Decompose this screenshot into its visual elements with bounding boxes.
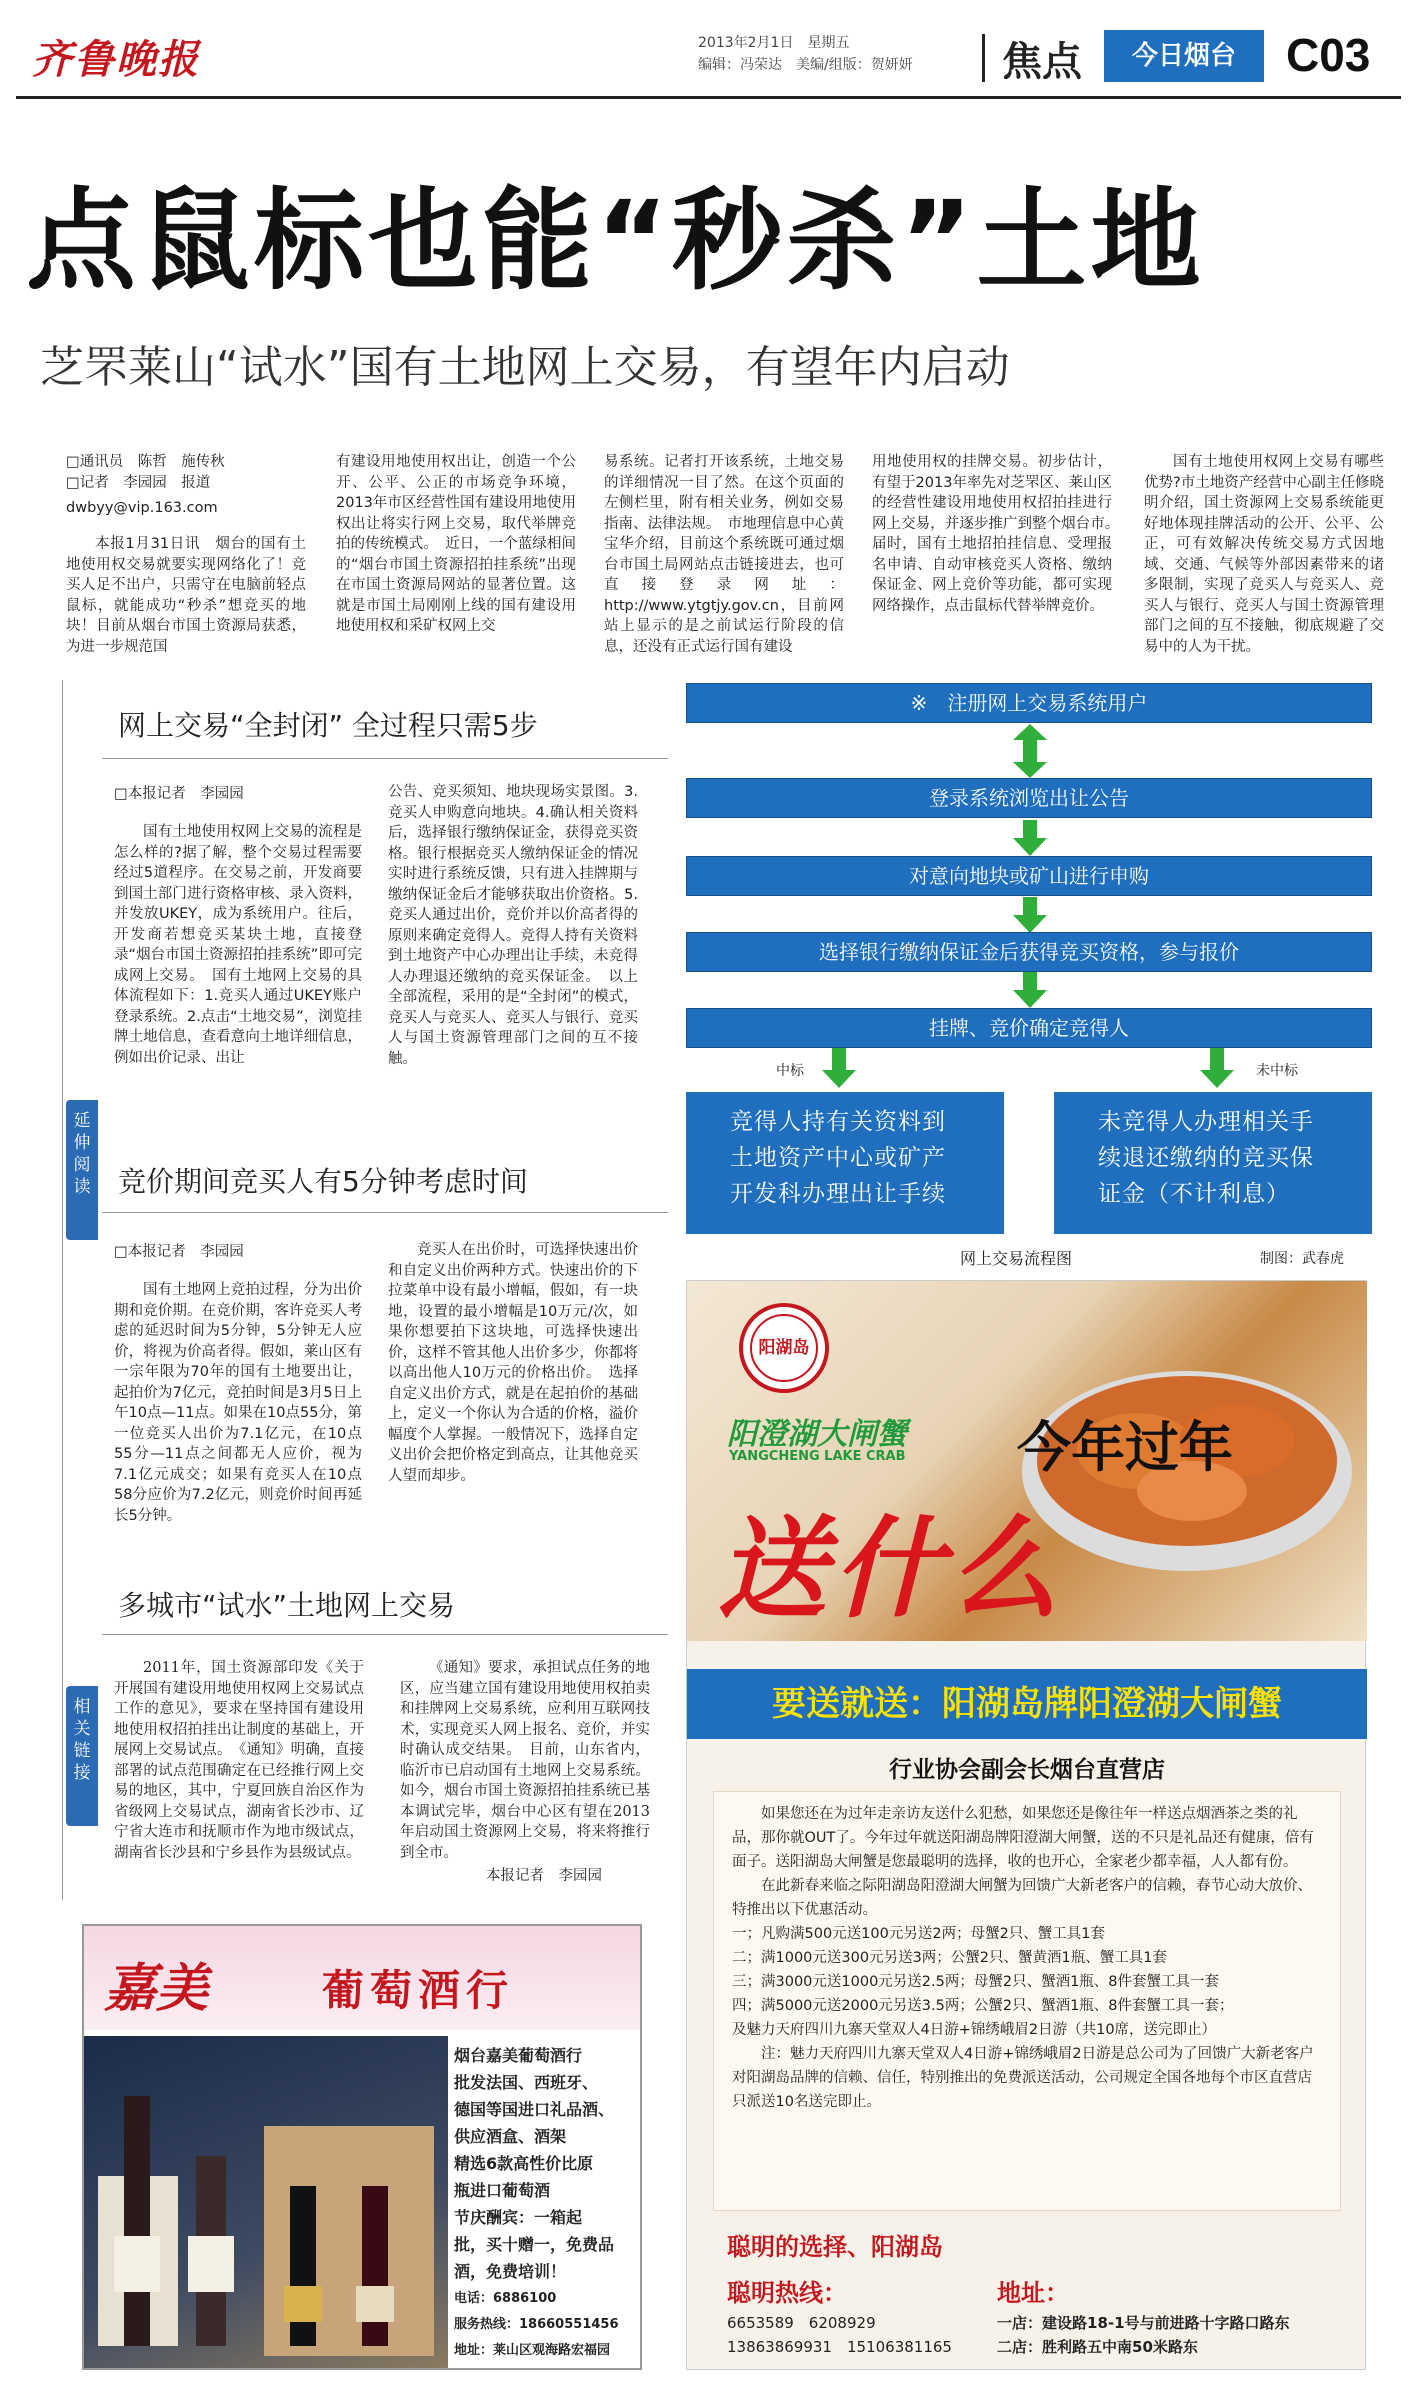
date-line: 2013年2月1日 星期五	[698, 35, 850, 51]
down-arrow-icon	[1013, 897, 1047, 933]
down-arrow-icon	[1013, 972, 1047, 1008]
side-tab-char: 接	[73, 1763, 91, 1783]
side-tab-related-links[interactable]	[66, 1686, 98, 1826]
wine-advertisement[interactable]	[82, 1924, 642, 2370]
crab-photo	[687, 1281, 1367, 1641]
sidebar-section-2-col-a: 国有土地网上竞拍过程，分为出价期和竞价期。在竞价期，客许竞买人考虑的延迟时间为5分钟，5分钟无人应价，将视为价高者得。假如，莱山区有一宗年限为70年的国有土地要出让，起拍价为7亿元，竞拍时间是3月5日上午10点—11点。如果在10点55分，第一位竞买人出价为7.1亿元，在10点55分—11点之间都无人应价，视为7.1亿元成交；如果有竞买人在10点58分应价为7.2亿元，则竞价时间再延长5分钟。	[114, 1282, 362, 1524]
intro-col-4: 用地使用权的挂牌交易。初步估计，有望于2013年率先对芝罘区、莱山区的经营性建设用地使用权招拍挂进行网上交易，并逐步推广到整个烟台市。 届时，国有土地招拍挂信息、受理报名申请、自动审核竞买人资格、缴纳保证金、网上竞价等功能，都可实现网络操作，点击鼠标代替举牌竞价。	[872, 454, 1127, 614]
wine-info-line: 德国等国进口礼品酒、	[454, 2100, 615, 2119]
crab-advertisement[interactable]	[686, 1280, 1366, 2370]
wine-info-line: 批发法国、西班牙、	[454, 2073, 599, 2092]
section-rule	[102, 1634, 668, 1635]
crab-hotlines[interactable]	[727, 2311, 952, 2359]
crab-offer: 一；凡购满500元送100元另送2两；母蟹2只、蟹工具1套	[732, 1926, 1106, 1942]
flow-step-2: 登录系统浏览出让公告	[686, 778, 1372, 818]
crab-slogan-big: 送什么	[717, 1505, 1065, 1633]
wine-info-line: 瓶进口葡萄酒	[454, 2181, 551, 2200]
flow-step-3: 对意向地块或矿山进行申购	[686, 856, 1372, 896]
crab-body-2: 在此新春来临之际阳湖岛阳澄湖大闸蟹为回馈广大新老客户的信赖，春节心动大放价、特推出以下优惠活动。	[732, 1878, 1312, 1918]
intro-byline	[66, 452, 306, 519]
intro-col-2: 有建设用地使用权出让，创造一个公开、公平、公正的市场竞争环境，2013年市区经营性国有建设用地使用权出让将实行网上交易，取代举牌竞拍的传统模式。 近日，一个蓝绿相间的“烟台市国土资源招拍挂系统”出现在市国土资源局网站的显著位置。这就是市国土局刚刚上线的国有建设用地使用权和采矿权网上交	[336, 454, 576, 634]
side-tab-char: 关	[73, 1719, 91, 1739]
double-arrow-icon	[1013, 724, 1047, 778]
wine-name-a: 嘉美	[104, 1959, 209, 2019]
section-tab[interactable]: 今日烟台	[1104, 30, 1264, 82]
header-meta	[698, 32, 913, 76]
intro-col-5: 国有土地使用权网上交易有哪些优势?市土地资产经营中心副主任修晓明介绍，国土资源网上交易系统能更好地体现挂牌活动的公开、公平、公正，可有效解决传统交易方式因地域、交通、气候等外部因素带来的诸多限制，实现了竞买人与竞买人、竞买人与银行、竞买人与国土资源管理部门之间的互不接触，彻底规避了交易中的人为干扰。	[1144, 454, 1384, 655]
flow-step-5: 挂牌、竞价确定竞得人	[686, 1008, 1372, 1048]
flow-branch-lose-label: 未中标	[1256, 1063, 1298, 1079]
sidebar-section-1-col-b: 公告、竞买须知、地块现场实景图。3.竞买人申购意向地块。4.确认相关资料后，选择银行缴纳保证金，获得竞买资格。银行根据竞买人缴纳保证金的情况实时进行系统反馈，只有进入挂牌期与缴纳保证金后才能够获取出价资格。5.竞买人通过出价，竞价并以价高者得的原则来确定竞得人。竞得人持有关资料到土地资产中心办理出让手续，未竞得人办理退还缴纳的竞买保证金。 以上全部流程，采用的是“全封闭”的模式，竞买人与竞买人、竞买人与银行、竞买人与国土资源管理部门之间的互不接触。	[388, 784, 638, 1067]
section-name: 焦点	[1002, 39, 1082, 85]
crab-offer: 及魅力天府四川九寨天堂双人4日游+锦绣峨眉2日游（共10席，送完即止）	[732, 2022, 1217, 2038]
flow-branch-win-label: 中标	[776, 1063, 804, 1079]
crab-hotline[interactable]: 13863869931 15106381165	[727, 2338, 952, 2356]
side-tab-char: 伸	[73, 1133, 91, 1153]
sidebar-section-1-title: 网上交易“全封闭” 全过程只需5步	[118, 709, 538, 742]
flow-outcome-win: 竞得人持有关资料到土地资产中心或矿产开发科办理出让手续	[686, 1092, 1004, 1234]
wine-service-hotline[interactable]: 服务热线：18660551456	[454, 2317, 619, 2332]
down-arrow-icon	[1200, 1048, 1234, 1088]
headline: 点鼠标也能“秒杀”土地	[26, 177, 1205, 305]
section-rule	[102, 1212, 668, 1213]
flow-step-1: ※ 注册网上交易系统用户	[686, 683, 1372, 723]
intro-col-3: 易系统。记者打开该系统，土地交易的详细情况一目了然。在这个页面的左侧栏里，附有相关业务，例如交易指南、法律法规。 市地理信息中心黄宝华介绍，目前这个系统既可通过烟台市国土局网站点击链接进去，也可直接登录网址：http://www.ytgtjy.gov.cn，目前网站上显示的是之前试运行阶段的信息，还没有正式运行国有建设	[604, 454, 844, 655]
wine-info	[454, 2042, 634, 2285]
crab-hotline-label: 聪明热线：	[727, 2279, 847, 2307]
sidebar-section-3-col-b: 《通知》要求，承担试点任务的地区，应当建立国有建设用地使用权拍卖和挂牌网上交易系统，应利用互联网技术，实现竞买人网上报名、竞价，并实时确认成交结果。 目前，山东省内，临沂市已启动国有土地网上交易系统。如今，烟台市国土资源招拍挂系统已基本调试完毕，烟台中心区有望在2013年启动国土资源网上交易，将来将推行到全市。	[400, 1660, 650, 1861]
byline-reporter: □记者 李园园 报道	[66, 475, 211, 491]
crab-body-panel	[713, 1791, 1341, 2211]
side-tab-char: 延	[73, 1111, 91, 1131]
intro-col-1: 本报1月31日讯 烟台的国有土地使用权交易就要实现网络化了！竞买人足不出户，只需守在电脑前轻点鼠标，就能成功“秒杀”想竞买的地块！目前从烟台市国土资源局获悉，为进一步规范国	[66, 536, 306, 655]
sidebar-section-2-byline: □本报记者 李园园	[114, 1244, 244, 1260]
flowchart-caption: 网上交易流程图	[960, 1249, 1073, 1268]
wine-info-line: 节庆酬宾：一箱起	[454, 2208, 583, 2227]
flow-step-4: 选择银行缴纳保证金后获得竞买资格，参与报价	[686, 932, 1372, 972]
crab-slogan-top: 今年过年	[1017, 1416, 1233, 1479]
sidebar-section-2-title: 竞价期间竞买人有5分钟考虑时间	[118, 1165, 528, 1198]
wine-contact[interactable]	[454, 2286, 638, 2364]
wine-info-line: 烟台嘉美葡萄酒行	[454, 2046, 583, 2065]
wine-info-line: 精选6款高性价比原	[454, 2154, 594, 2173]
wine-bottles-icon	[84, 2036, 448, 2368]
sidebar-section-1-byline: □本报记者 李园园	[114, 786, 244, 802]
crab-banner-text: 要送就送：阳湖岛牌阳澄湖大闸蟹	[772, 1684, 1282, 1724]
crab-address: 二店：胜利路五中南50米路东	[997, 2338, 1198, 2356]
crab-offer: 四；满5000元送2000元另送3.5两；公蟹2只、蟹酒1瓶、8件套蟹工具一套；	[732, 1998, 1234, 2014]
crab-addresses	[997, 2311, 1290, 2359]
crab-banner	[687, 1669, 1367, 1739]
wine-address: 地址：莱山区观海路宏福园	[454, 2343, 611, 2358]
header-rule	[16, 96, 1401, 99]
crab-offer: 二；满1000元送300元另送3两；公蟹2只、蟹黄酒1瓶、蟹工具1套	[732, 1950, 1167, 1966]
crab-brand-cn: 阳澄湖大闸蟹	[727, 1417, 907, 1452]
flow-outcome-lose: 未竞得人办理相关手续退还缴纳的竞买保证金（不计利息）	[1054, 1092, 1372, 1234]
crab-sub-banner: 行业协会副会长烟台直营店	[889, 1757, 1165, 1783]
wine-name-b: 葡萄酒行	[322, 1966, 515, 2015]
wine-info-line: 批，买十赠一，免费品	[454, 2235, 615, 2254]
sidebar-section-3-title: 多城市“试水”土地网上交易	[118, 1589, 456, 1622]
crab-brand-en: YANGCHENG LAKE CRAB	[729, 1449, 906, 1464]
down-arrow-icon	[1013, 820, 1047, 856]
side-tab-extended-reading[interactable]	[66, 1100, 98, 1240]
sidebar-section-2-col-b: 竞买人在出价时，可选择快速出价和自定义出价两种方式。快速出价的下拉菜单中设有最小增幅，假如，有一块地，设置的最小增幅是10万元/次，如果你想要拍下这块地，可选择快速出价，这样不管其他人出价多少，你都将以高出他人10万元的价格出价。 选择自定义出价方式，就是在起拍价的基础上，定义一个你认为合适的价格，溢价幅度个人掌握。一般情况下，选择自定义出价会把价格定到高点，让其他竞买人望而却步。	[388, 1242, 638, 1484]
masthead-logo: 齐鲁晚报	[32, 36, 200, 83]
byline-correspondent: □通讯员 陈哲 施传秋	[66, 454, 225, 470]
sidebar-section-3-signature: 本报记者 李园园	[486, 1868, 602, 1884]
wine-photo	[84, 2036, 448, 2368]
editors-line: 编辑：冯荣达 美编/组版：贺妍妍	[698, 57, 913, 73]
subheadline: 芝罘莱山“试水”国有土地网上交易，有望年内启动	[40, 342, 1010, 393]
wine-phone[interactable]: 电话：6886100	[454, 2291, 557, 2306]
wine-info-line: 供应酒盒、酒架	[454, 2127, 567, 2146]
crab-address-label: 地址：	[997, 2279, 1069, 2307]
flowchart-credit: 制图：武春虎	[1260, 1251, 1344, 1267]
crab-body-1: 如果您还在为过年走亲访友送什么犯愁，如果您还是像往年一样送点烟酒茶之类的礼品，那你就OUT了。今年过年就送阳湖岛牌阳澄湖大闸蟹，送的不只是礼品还有健康，倍有面子。送阳湖岛大闸蟹是您最聪明的选择，收的也开心，全家老少都幸福，人人都有份。	[732, 1806, 1314, 1870]
down-arrow-icon	[822, 1048, 856, 1088]
crab-tagline: 聪明的选择、阳湖岛	[727, 2233, 943, 2261]
crab-offer: 三；满3000元送1000元另送2.5两；母蟹2只、蟹酒1瓶、8件套蟹工具一套	[732, 1974, 1220, 1990]
page-number: C03	[1286, 29, 1371, 81]
sidebar-section-3-col-a: 2011年，国土资源部印发《关于开展国有建设用地使用权网上交易试点工作的意见》，要求在坚持国有建设用地使用权招拍挂出让制度的基础上，开展网上交易试点。 《通知》明确，直接部署的试点范围确定在已经推行网上交易的地区，其中，宁夏回族自治区作为省级网上交易试点，湖南省长沙市、辽宁省大连市和抚顺市作为地市级试点，湖南省长沙县和宁乡县作为县级试点。	[114, 1660, 364, 1861]
crab-address: 一店：建设路18-1号与前进路十字路口路东	[997, 2314, 1290, 2332]
crab-logo-text: 阳湖岛	[758, 1338, 810, 1358]
reporter-email[interactable]: dwbyy@vip.163.com	[66, 500, 218, 516]
header-separator	[982, 34, 985, 82]
side-tab-char: 链	[73, 1741, 91, 1761]
wine-ad-header	[84, 1926, 640, 2030]
section-rule	[102, 758, 668, 759]
sidebar-section-1-col-a: 国有土地使用权网上交易的流程是怎么样的?据了解，整个交易过程需要经过5道程序。在交易之前，开发商要到国土部门进行资格审核、录入资料，并发放UKEY，成为系统用户。往后，开发商若想竞买某块土地，直接登录“烟台市国土资源招拍挂系统”即可完成网上交易。 国有土地网上交易的具体流程如下：1.竞买人通过UKEY账户登录系统。2.点击“土地交易”，浏览挂牌土地信息，查看意向土地详细信息，例如出价记录、出让	[114, 824, 362, 1066]
wine-info-line: 酒，免费培训！	[454, 2262, 567, 2281]
side-tab-char: 阅	[73, 1155, 91, 1175]
side-tab-char: 相	[73, 1697, 91, 1717]
side-tab-char: 读	[73, 1177, 91, 1197]
crab-note: 注：魅力天府四川九寨天堂双人4日游+锦绣峨眉2日游是总公司为了回馈广大新老客户对阳湖岛品牌的信赖、信任，特别推出的免费派送活动，公司规定全国各地每个市区直营店只派送10名送完即止。	[732, 2046, 1314, 2110]
crab-hotline[interactable]: 6653589 6208929	[727, 2314, 876, 2332]
